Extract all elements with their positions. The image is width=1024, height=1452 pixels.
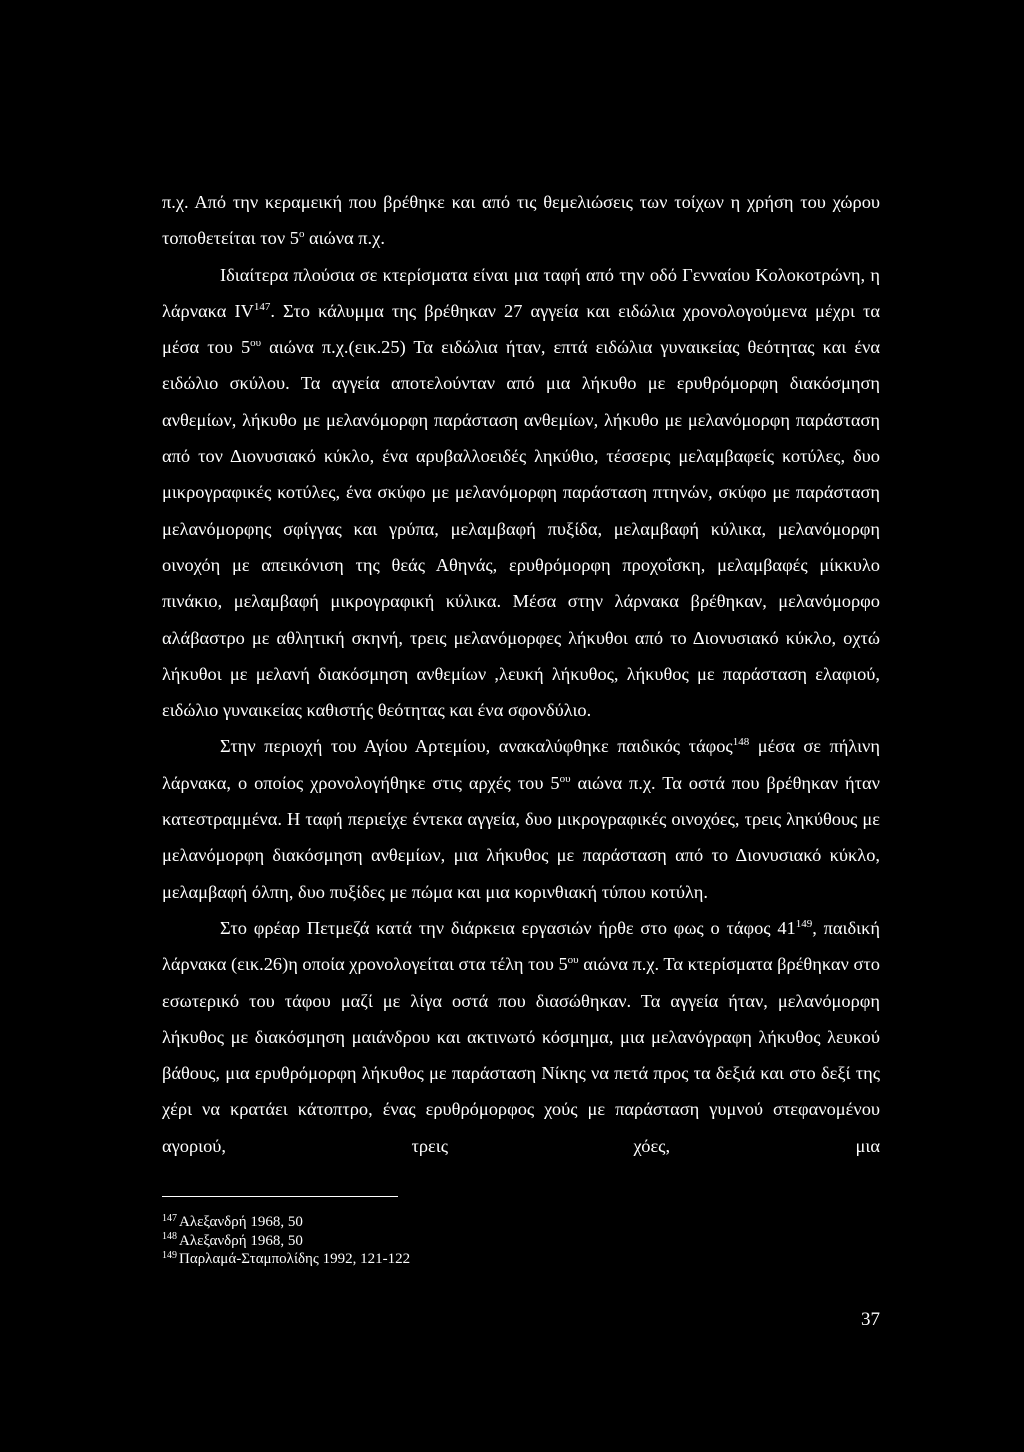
p3-text-b: μέσα σε πήλινη λάρνακα, ο οποίος χρονολογήθηκε στις αρχές του 5 xyxy=(162,736,880,793)
footnote-ref-149: 149 xyxy=(795,917,813,930)
p1-text-c: αιώνα π.χ. xyxy=(304,228,385,249)
paragraph-4 xyxy=(162,910,880,1164)
footnote-149 xyxy=(162,1250,762,1269)
footnote-148 xyxy=(162,1232,762,1251)
p2-sup-ou: ου xyxy=(250,337,262,350)
footnote-separator xyxy=(162,1196,398,1197)
p4-sup-ou: ου xyxy=(567,954,579,967)
p4-text-b: , παιδική λάρνακα (εικ.26)η οποία χρονολογείται στα τέλη του 5 xyxy=(162,917,880,975)
body-text xyxy=(162,184,880,1164)
footnote-ref-147: 147 xyxy=(253,300,271,313)
footnote-number: 149 xyxy=(162,1249,177,1261)
p1-sup-1: ο xyxy=(298,228,305,241)
paragraph-1 xyxy=(162,184,880,257)
footnote-ref-148: 148 xyxy=(732,736,750,749)
footnote-147 xyxy=(162,1213,762,1232)
footnote-number: 147 xyxy=(162,1212,177,1224)
p1-text-b: χώρου τοποθετείται τον 5 xyxy=(162,192,880,249)
p1-text-a: π.χ. Από την κεραμεική που βρέθηκε και από τις θεμελιώσεις των τοίχων η χρήση του xyxy=(162,192,826,212)
p3-text-a: Στην περιοχή του Αγίου Αρτεμίου, ανακαλύφθηκε παιδικός τάφος xyxy=(220,736,733,757)
footnote-text: Αλεξανδρή 1968, 50 xyxy=(179,1214,303,1230)
paragraph-3 xyxy=(162,728,880,909)
p2-text-a: Ιδιαίτερα πλούσια σε κτερίσματα είναι μια ταφή από την οδό Γενναίου Κολοκοτρώνη, η λάρνακα IV xyxy=(162,264,880,321)
p4-text-a: Στο φρέαρ Πετμεζά κατά την διάρκεια εργασιών ήρθε στο φως ο τάφος 41 xyxy=(220,917,796,938)
footnotes xyxy=(162,1213,762,1269)
p2-text-c: αιώνα π.χ.(εικ.25) Τα ειδώλια ήταν, επτά ειδώλια γυναικείας θεότητας και ένα ειδώλιο σκύλου. Τα αγγεία αποτελούνταν από μια λήκυθο με ερυθρόμορφη διακόσμηση ανθεμίων, λήκυθο με μελανόμορφη παράσταση ανθεμίων, λήκυθο με μελανόμορφη παράσταση από τον Διονυσιακό κύκλο, ένα αρυβαλλοειδές ληκύθιο, τέσσερις μελαμβαφείς κοτύλες, δυο μικρογραφικές κοτύλες, ένα σκύφο με μελανόμορφη παράσταση πτηνών, σκύφο με παράσταση μελανόμορφης σφίγγας και γρύπα, μελαμβαφή πυξίδα, μελαμβαφή κύλικα, μελανόμορφη οινοχόη με απεικόνιση της θεάς Αθηνάς, ερυθρόμορφη προχοΐσκη, μελαμβαφές μίκκυλο πινάκιο, μελαμβαφή μικρογραφική κύλικα. Μέσα στην λάρνακα βρέθηκαν, μελανόμορφο αλάβαστρο με αθλητική σκηνή, τρεις μελανόμορφες λήκυθοι από το Διονυσιακό κύκλο, οχτώ λήκυθοι με μελανή διακόσμηση ανθεμίων ,λευκή λήκυθος, λήκυθος με παράσταση ελαφιού, ειδώλιο γυναικείας καθιστής θεότητας και ένα σφονδύλιο. xyxy=(162,337,880,721)
p3-text-c: αιώνα π.χ. Τα οστά που βρέθηκαν ήταν κατεστραμμένα. Η ταφή περιείχε έντεκα αγγεία, δυο μικρογραφικές οινοχόες, τρεις ληκύθους με μελανόμορφη διακόσμηση ανθεμίων, μια λήκυθος με παράσταση από το Διονυσιακό κύκλο, μελαμβαφή όλπη, δυο πυξίδες με πώμα και μια κορινθιακή τύπου κοτύλη. xyxy=(162,772,880,902)
p2-text-b: . Στο κάλυμμα της βρέθηκαν 27 αγγεία και ειδώλια χρονολογούμενα μέχρι τα μέσα του 5 xyxy=(162,300,880,358)
p3-sup-ou: ου xyxy=(559,772,571,785)
page-number: 37 xyxy=(861,1309,880,1330)
footnote-number: 148 xyxy=(162,1231,177,1242)
p4-text-c: αιώνα π.χ. Τα κτερίσματα βρέθηκαν στο εσωτερικό του τάφου μαζί με λίγα οστά που διασώθηκαν. Τα αγγεία ήταν, μελανόμορφη λήκυθος με διακόσμηση μαιάνδρου και ακτινωτό κόσμημα, μια μελανόγραφη λήκυθος λευκού βάθους, μια ερυθρόμορφη λήκυθος με παράσταση Νίκης να πετά προς τα δεξιά και στο δεξί της χέρι να κρατάει κάτοπτρο, ένας ερυθρόμορφος χούς με παράσταση γυμνού στεφανομένου αγοριού, τρεις χόες, μια xyxy=(162,954,880,1156)
footnote-text: Παρλαμά-Σταμπολίδης 1992, 121-122 xyxy=(179,1251,411,1267)
footnote-text: Αλεξανδρή 1968, 50 xyxy=(179,1232,303,1249)
paragraph-2 xyxy=(162,257,880,729)
